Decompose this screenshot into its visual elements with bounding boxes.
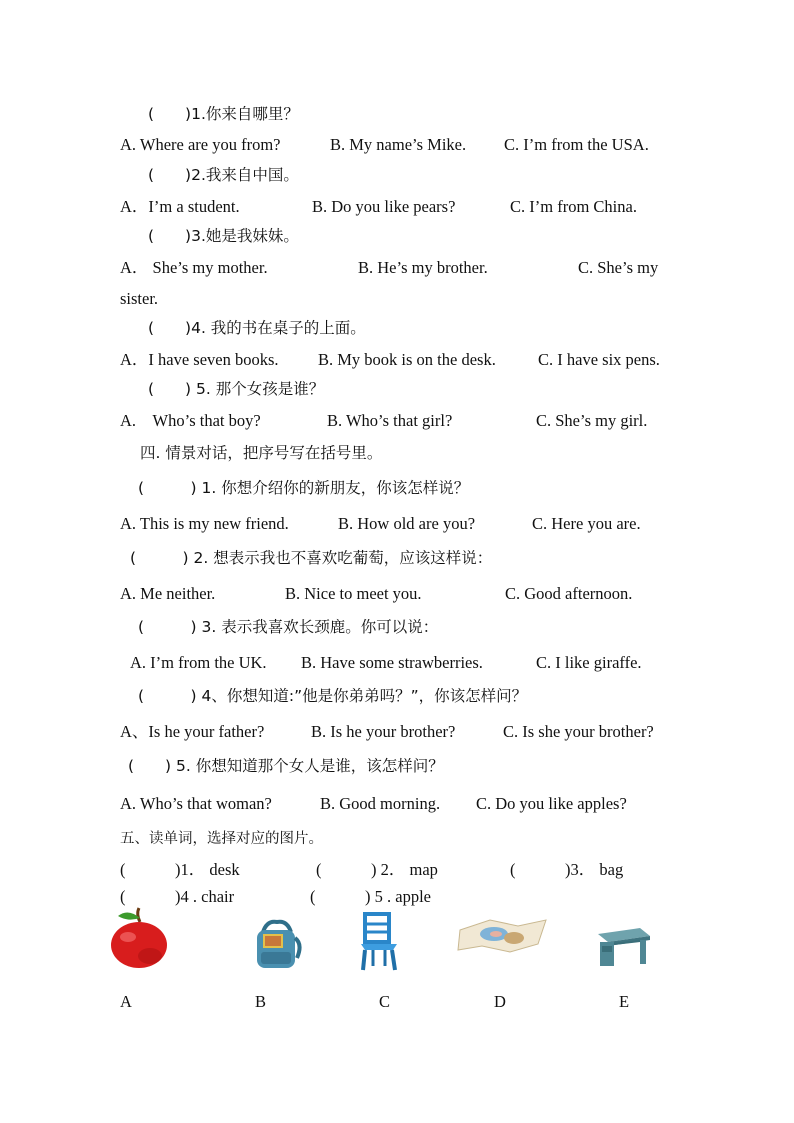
picture-label-e: E xyxy=(619,992,630,1011)
q3-1-option-a: A. Where are you from? xyxy=(120,135,281,154)
word-2-map: ( ) 2． map xyxy=(316,860,438,879)
q3-5-option-b: B. Who’s that girl? xyxy=(327,411,453,430)
q4-2-stem: ( ) 2. 想表示我也不喜欢吃葡萄，应该这样说： xyxy=(130,549,493,567)
desk-icon xyxy=(594,924,652,968)
q3-2-stem: ( )2.我来自中国。 xyxy=(148,166,299,184)
q3-1-stem: ( )1.你来自哪里？ xyxy=(148,105,299,123)
q3-5-stem: ( ) 5. 那个女孩是谁？ xyxy=(148,380,325,398)
q4-4-option-b: B. Is he your brother? xyxy=(311,722,456,741)
q4-2-option-b: B. Nice to meet you. xyxy=(285,584,422,603)
picture-label-c: C xyxy=(379,992,391,1011)
apple-icon xyxy=(106,906,172,970)
q4-3-stem: ( ) 3. 表示我喜欢长颈鹿。你可以说： xyxy=(138,618,439,636)
q4-5-stem: ( ) 5. 你想知道那个女人是谁，该怎样问？ xyxy=(128,757,444,775)
q4-2-option-a: A. Me neither. xyxy=(120,584,216,603)
q4-4-option-c: C. Is she your brother? xyxy=(503,722,654,741)
q4-1-option-b: B. How old are you? xyxy=(338,514,476,533)
q4-5-option-b: B. Good morning. xyxy=(320,794,441,813)
q3-2-option-a: A．I’m a student. xyxy=(120,197,240,216)
map-icon xyxy=(456,916,550,956)
q3-2-option-c: C. I’m from China. xyxy=(510,197,637,216)
q3-2-option-b: B. Do you like pears? xyxy=(312,197,456,216)
word-1-desk: ( )1． desk xyxy=(120,860,240,879)
q3-3-option-a: A． She’s my mother. xyxy=(120,258,268,277)
word-4-chair: ( )4 . chair xyxy=(120,887,235,906)
picture-label-b: B xyxy=(255,992,267,1011)
chair-icon xyxy=(357,912,401,972)
q3-4-stem: ( )4. 我的书在桌子的上面。 xyxy=(148,319,366,337)
q3-4-option-c: C. I have six pens. xyxy=(538,350,660,369)
q4-1-option-a: A. This is my new friend. xyxy=(120,514,289,533)
q4-5-option-a: A. Who’s that woman? xyxy=(120,794,272,813)
section-4-title: 四. 情景对话，把序号写在括号里。 xyxy=(140,444,383,462)
q3-5-option-a: A. Who’s that boy? xyxy=(120,411,261,430)
q3-3-option-b: B. He’s my brother. xyxy=(358,258,488,277)
q3-3-option-c: C. She’s my xyxy=(578,258,659,277)
picture-label-d: D xyxy=(494,992,506,1011)
q4-4-stem: ( ) 4、你想知道:”他是你弟弟吗？”，你该怎样问？ xyxy=(138,687,528,705)
q3-4-option-a: A．I have seven books. xyxy=(120,350,279,369)
q4-1-stem: ( ) 1. 你想介绍你的新朋友，你该怎样说？ xyxy=(138,479,470,497)
q3-3-option-c-cont: sister. xyxy=(120,289,159,308)
word-5-apple: ( ) 5 . apple xyxy=(310,887,431,906)
section-5-title: 五、读单词，选择对应的图片。 xyxy=(120,831,323,847)
q3-4-option-b: B. My book is on the desk. xyxy=(318,350,496,369)
bag-icon xyxy=(247,918,305,972)
q3-1-option-c: C. I’m from the USA. xyxy=(504,135,649,154)
word-3-bag: ( )3． bag xyxy=(510,860,624,879)
q4-1-option-c: C. Here you are. xyxy=(532,514,641,533)
q4-3-option-b: B. Have some strawberries. xyxy=(301,653,483,672)
q3-5-option-c: C. She’s my girl. xyxy=(536,411,648,430)
q4-2-option-c: C. Good afternoon. xyxy=(505,584,633,603)
picture-label-a: A xyxy=(120,992,132,1011)
q4-3-option-c: C. I like giraffe. xyxy=(536,653,642,672)
q4-5-option-c: C. Do you like apples? xyxy=(476,794,627,813)
q3-3-stem: ( )3.她是我妹妹。 xyxy=(148,227,299,245)
q4-3-option-a: A. I’m from the UK. xyxy=(130,653,267,672)
q4-4-option-a: A、Is he your father? xyxy=(120,722,265,741)
q3-1-option-b: B. My name’s Mike. xyxy=(330,135,467,154)
